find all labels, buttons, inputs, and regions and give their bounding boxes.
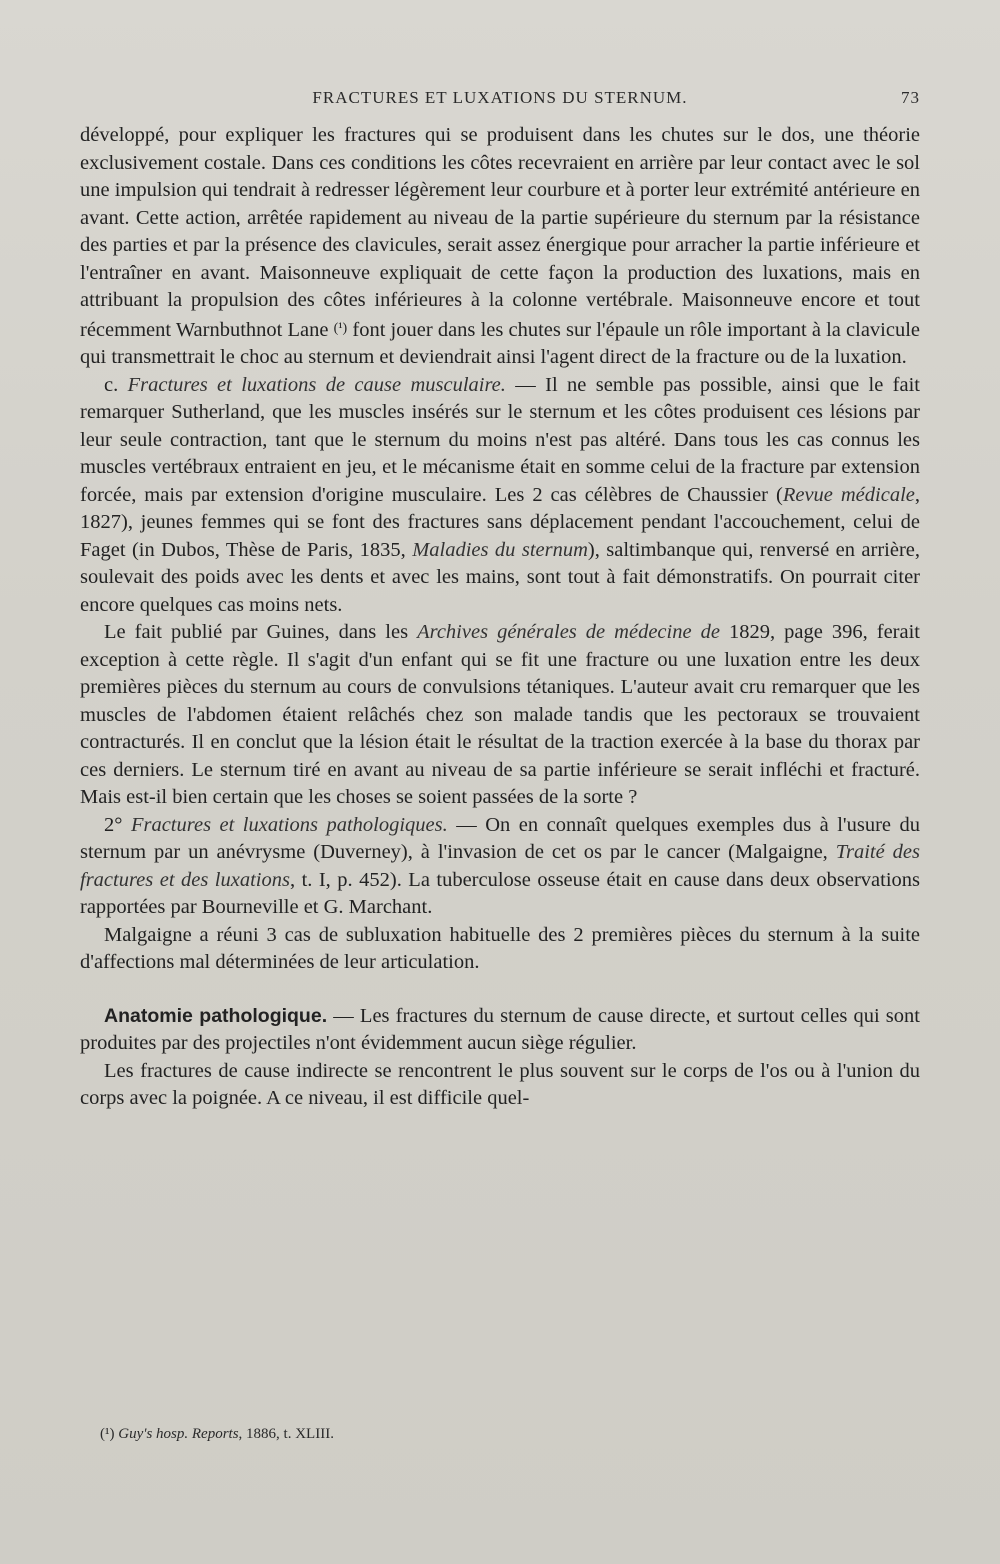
paragraph-5 <box>80 922 920 977</box>
paragraph-2-text-c: ), saltimbanque qui, renversé en arrière, soulevait des poids avec les dents et avec les mains, sont tout à fait démonstratifs. On pourrait citer encore quelques cas moins nets. <box>80 538 921 616</box>
paragraph-6-text: — Les fractures du sternum de cause directe, et surtout celles qui sont produites par des projectiles n'ont évidemment aucun siège régulier. <box>80 1004 920 1054</box>
citation-maladies-du-sternum: Maladies du sternum <box>412 538 588 561</box>
paragraph-4-label: 2° <box>104 813 123 836</box>
paragraph-6 <box>80 1003 920 1058</box>
paragraph-2-text-a: — Il ne semble pas possible, ainsi que le fait remarquer Sutherland, que les muscles insérés sur le sternum et les côtes produisent ces lésions par leur seule contraction, tant que le sternum du moins n'est pas altéré. Dans tous les cas connus les muscles vertébraux entraient en jeu, et le mécanisme était en somme celui de la fracture par extension forcée, mais par extension d'origine musculaire. Les 2 cas célèbres de Chaussier ( <box>80 373 921 506</box>
paragraph-4-text-b: , t. I, p. 452). La tuberculose osseuse était en cause dans deux observations rapportées par Bourneville et G. Marchant. <box>80 868 920 918</box>
section-heading: Anatomie pathologique. <box>104 1004 328 1027</box>
running-title: FRACTURES ET LUXATIONS DU STERNUM. <box>312 88 688 107</box>
footnote-detail: , 1886, t. XLIII. <box>238 1426 334 1442</box>
citation-revue-medicale: Revue médicale <box>782 483 915 506</box>
citation-archives: Archives générales de médecine de <box>417 621 720 643</box>
paragraph-1 <box>80 122 920 372</box>
paragraph-3 <box>80 619 920 812</box>
section-spacer <box>80 977 920 1003</box>
paragraph-2-title: Fractures et luxations de cause musculaire. <box>127 373 506 396</box>
paragraph-4-title: Fractures et luxations pathologiques. <box>130 813 448 836</box>
citation-traite-des-fractures: Traité des fractures et des luxations <box>80 841 920 891</box>
paragraph-2-text-b: , 1827), jeunes femmes qui se font des fractures sans déplacement pendant l'accouchement, celui de Faget (in Dubos, Thèse de Paris, 1835, <box>80 483 920 561</box>
footnote-source: Guy's hosp. Reports <box>118 1426 239 1442</box>
paragraph-7-text: Les fractures de cause indirecte se rencontrent le plus souvent sur le corps de l'os ou à l'union du corps avec la poignée. A ce niveau, il est difficile quel- <box>80 1059 920 1109</box>
paragraph-1-text-end: font jouer dans les chutes sur l'épaule un rôle important à la clavicule qui transmettrait le choc au sternum et deviendrait ainsi l'agent direct de la fracture ou de la luxation. <box>80 318 921 368</box>
footnote-reference: (¹) <box>333 320 348 336</box>
paragraph-2 <box>80 372 920 620</box>
page-body <box>80 122 920 1113</box>
paragraph-4-text-a: — On en connaît quelques exemples dus à l'usure du sternum par un anévrysme (Duverney), à l'invasion de cet os par le cancer (Malgaigne, <box>80 813 921 863</box>
footnote <box>100 1426 334 1443</box>
page-header <box>80 88 920 112</box>
paragraph-1-text: développé, pour expliquer les fractures qui se produisent dans les chutes sur le dos, une théorie exclusivement costale. Dans ces conditions les côtes recevraient en arrière par leur contact avec le sol une impulsion qui tendrait à redresser légèrement leur courbure et à porter leur extrémité antérieure en avant. Cette action, arrêtée rapidement au niveau de la partie supérieure du sternum par la résistance des parties et par la présence des clavicules, serait assez énergique pour arracher la partie inférieure et l'entraîner en avant. Maisonneuve expliquait de cette façon la production des luxations, mais en attribuant la propulsion des côtes inférieures à la colonne vertébrale. Maisonneuve encore et tout récemment Warnbuthnot Lane <box>80 124 920 341</box>
paragraph-7 <box>80 1058 920 1113</box>
paragraph-4 <box>80 812 920 922</box>
paragraph-5-text: Malgaigne a réuni 3 cas de subluxation habituelle des 2 premières pièces du sternum à la suite d'affections mal déterminées de leur articulation. <box>80 923 920 973</box>
page-number: 73 <box>901 88 920 107</box>
paragraph-3-text-a: Le fait publié par Guines, dans les <box>104 621 409 643</box>
paragraph-3-text-b: 1829, page 396, ferait exception à cette règle. Il s'agit d'un enfant qui se fit une fracture ou une luxation entre les deux premières pièces du sternum au cours de convulsions tétaniques. L'auteur avait cru remarquer que les muscles de l'abdomen étaient relâchés chez son malade tandis que les pectoraux se trouvaient contracturés. Il en conclut que la lésion était le résultat de la traction exercée à la base du thorax par ces derniers. Le sternum tiré en avant au niveau de sa partie inférieure se serait infléchi et fracturé. Mais est-il bien certain que les choses se soient passées de la sorte ? <box>80 621 920 808</box>
footnote-mark: (¹) <box>100 1426 115 1442</box>
paragraph-2-label: c. <box>104 373 119 396</box>
